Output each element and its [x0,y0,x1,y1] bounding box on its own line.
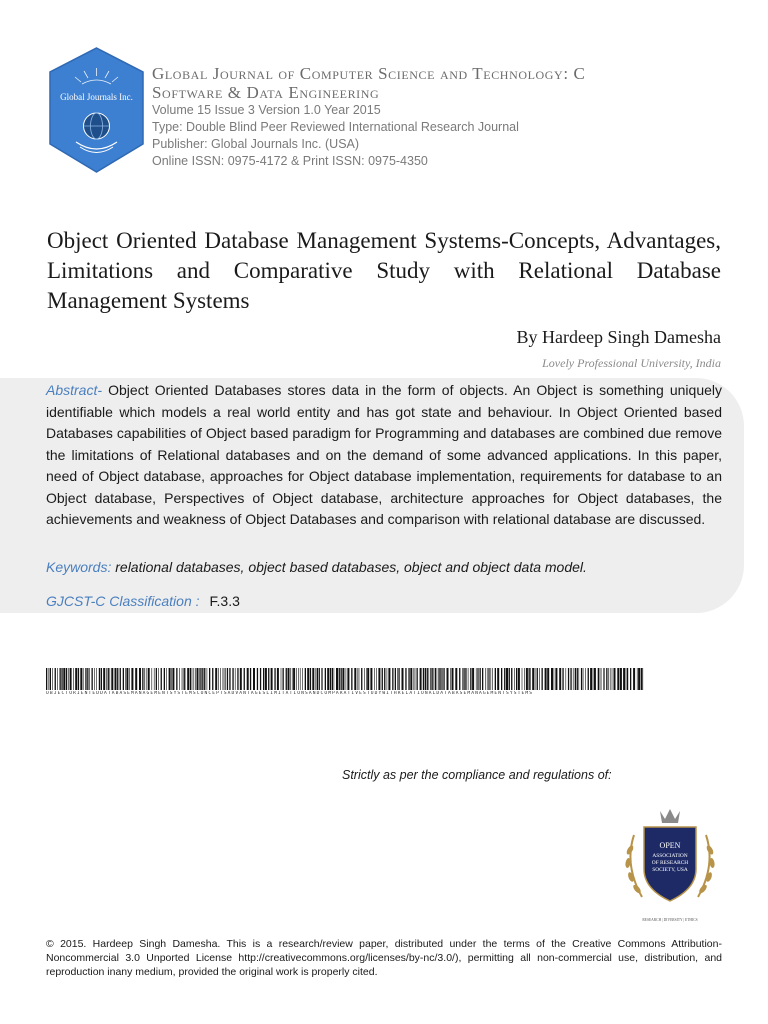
seal-line-1: OPEN [659,841,681,850]
keywords [46,559,722,575]
journal-header [152,64,712,170]
paper-author: By Hardeep Singh Damesha [516,327,721,347]
seal-motto: RESEARCH | DIVERSITY | ETHICS [642,918,698,922]
journal-volume: Volume 15 Issue 3 Version 1.0 Year 2015 [152,103,381,117]
author-affiliation: Lovely Professional University, India [542,356,721,370]
keywords-label: Keywords: [46,559,112,575]
classification-label: GJCST-C Classification : [46,593,200,609]
journal-title-line1: Global Journal of Computer Science and Technology: C [152,64,586,83]
keywords-value: relational databases, object based databases, object and object data model. [115,559,587,575]
seal-line-3: OF RESEARCH [651,860,689,866]
paper-title: Object Oriented Database Management Systems-Concepts, Advantages, Limitations and Comparative Study with Relational Database Management Systems [47,228,721,313]
classification-value: F.3.3 [209,593,240,609]
abstract [46,380,722,531]
seal-line-2: ASSOCIATION [652,853,688,859]
oars-seal-logo [620,805,720,927]
seal-line-4: SOCIETY, USA [652,867,688,873]
classification [46,593,240,609]
journal-title-line2: Software & Data Engineering [152,83,380,102]
abstract-text: Object Oriented Databases stores data in the form of objects. An Object is something uniquely identifiable which models a real world entity and has got state and behaviour. In Object Oriented based Databases capabilities of Object based paradigm for Programming and databases are combined due remove the limitations of Relational databases and on the demand of some advanced applications. In this paper, need of Object database, approaches for Object database implementation, requirements for database to an Object database, Perspectives of Object database, architecture approaches for Object databases, the achievements and weakness of Object Databases and comparison with relational database are discussed. [46,382,722,527]
journal-publisher: Publisher: Global Journals Inc. (USA) [152,137,360,151]
abstract-label: Abstract- [46,382,103,398]
logo-text: Global Journals Inc. [60,92,133,102]
barcode-text: OBJECTORIENTEDDATABASEMANAGEMENTSYSTEMSCONCEPTSADVANTAGESLIMITATIONSANDCOMPARATIVESTUDYWITHRELATIONALDATABASEMANAGEMENTSYSTEMS [46,691,534,696]
license-notice: © 2015. Hardeep Singh Damesha. This is a research/review paper, distributed under the terms of the Creative Commons Attribution-Noncommercial 3.0 Unported License http://creativecommons.org/licenses/by-nc/3.0/), permitting all non-commercial use, distribution, and reproduction inany medium, provided the original work is properly cited. [46,938,722,978]
journal-type: Type: Double Blind Peer Reviewed International Research Journal [152,120,519,134]
compliance-note: Strictly as per the compliance and regulations of: [342,768,612,782]
global-journals-logo [48,46,145,174]
journal-issn: Online ISSN: 0975-4172 & Print ISSN: 0975-4350 [152,154,428,168]
